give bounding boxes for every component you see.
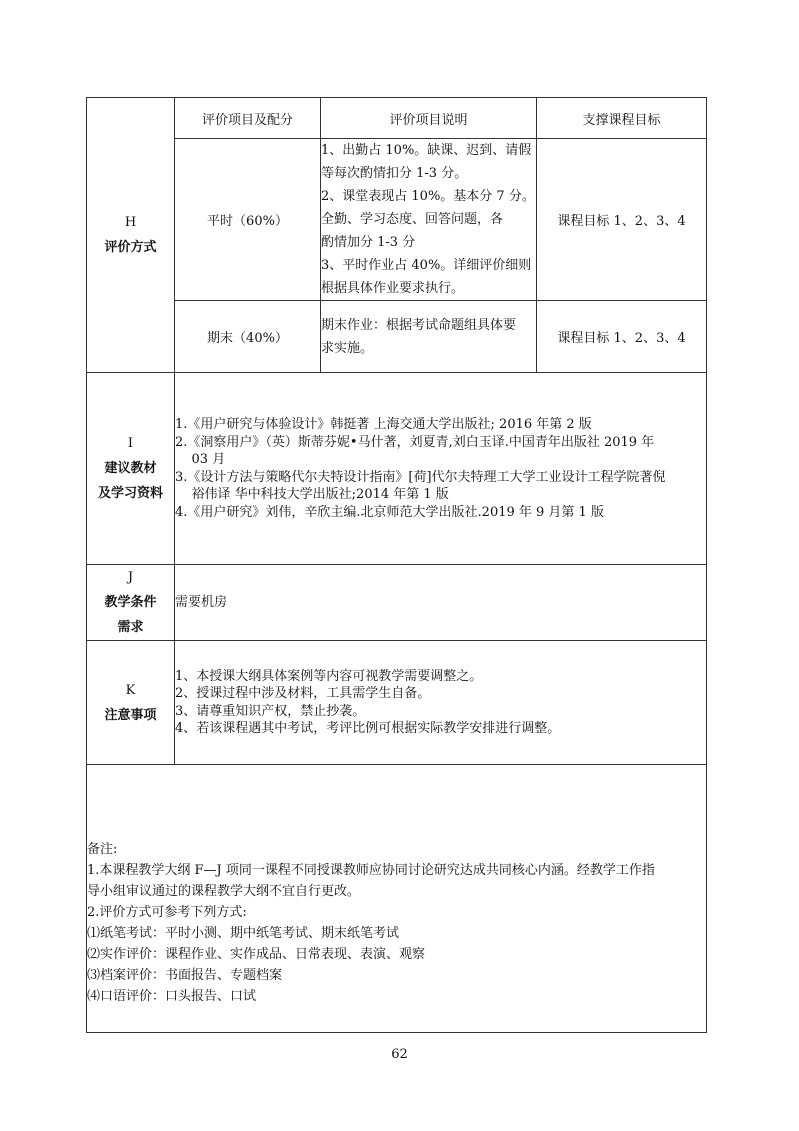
conditions-row — [87, 565, 707, 641]
evaluation-header-row — [87, 98, 707, 139]
regular-desc-line: 根据具体作业要求执行。 — [321, 281, 465, 296]
remark-line: ⑶档案评价：书面报告、专题档案 — [87, 967, 283, 983]
notice-line: 4、若该课程遇其中考试，考评比例可根据实际教学安排进行调整。 — [175, 721, 561, 736]
final-goal: 课程目标 1、2、3、4 — [537, 301, 707, 373]
notice-line: 1、本授课大纲具体案例等内容可视教学需要调整之。 — [175, 668, 483, 684]
remark-line: ⑵实作评价：课程作业、实作成品、日常表现、表演、观察 — [87, 946, 426, 962]
notices-label — [87, 641, 175, 765]
page-number: 62 — [391, 1047, 408, 1062]
regular-desc-line: 酌情加分 1-3 分 — [321, 235, 416, 250]
textbook-line: 1.《用户研究与体验设计》韩挺著 上海交通大学出版社; 2016 年第 2 版 — [175, 417, 592, 432]
header-item: 评价项目及配分 — [175, 98, 321, 139]
notices-code: K — [125, 682, 136, 698]
conditions-name-line1: 教学条件 — [104, 595, 157, 610]
textbooks-content — [175, 373, 707, 565]
textbooks-label — [87, 373, 175, 565]
notices-row — [87, 641, 707, 765]
remark-line: 导小组审议通过的课程教学大纲不宜自行更改。 — [87, 883, 361, 899]
regular-desc-line: 等每次酌情扣分 1-3 分。 — [321, 166, 468, 181]
remark-line: 备注: — [87, 841, 118, 857]
remark-line: ⑷口语评价：口头报告、口试 — [87, 988, 257, 1004]
textbook-line: 裕伟译 华中科技大学出版社;2014 年第 1 版 — [175, 487, 449, 502]
syllabus-table — [86, 97, 707, 1033]
conditions-name-line2: 需求 — [117, 620, 144, 635]
evaluation-label — [87, 98, 175, 373]
header-desc: 评价项目说明 — [321, 98, 537, 139]
regular-desc-line: 2、课堂表现占 10%。基本分 7 分。 — [321, 189, 535, 204]
textbooks-code: I — [127, 436, 134, 451]
regular-goal: 课程目标 1、2、3、4 — [537, 139, 707, 301]
textbooks-row — [87, 373, 707, 565]
textbook-line: 2.《洞察用户》（英）斯蒂芬妮•马什著，刘夏青,刘白玉译.中国青年出版社 2019 年 — [175, 434, 655, 450]
final-desc — [321, 301, 537, 373]
conditions-code: J — [127, 570, 134, 585]
evaluation-name: 评价方式 — [104, 240, 157, 255]
textbooks-name-line1: 建议教材 — [104, 461, 157, 476]
textbooks-name-line2: 及学习资料 — [97, 486, 163, 501]
regular-item: 平时（60%） — [175, 139, 321, 301]
final-desc-line: 期末作业：根据考试命题组具体要 — [321, 317, 517, 333]
regular-desc-line: 1、出勤占 10%。缺课、迟到、请假 — [321, 143, 532, 158]
remark-line: ⑴纸笔考试：平时小测、期中纸笔考试、期末纸笔考试 — [87, 925, 400, 941]
conditions-content: 需要机房 — [175, 565, 707, 641]
textbook-line: 03 月 — [175, 452, 226, 467]
final-row — [87, 301, 707, 373]
evaluation-code: H — [124, 215, 137, 230]
remark-line: 1.本课程教学大纲 F—J 项同一课程不同授课教师应协同讨论研究达成共同核心内涵。经教学工作指 — [87, 862, 655, 878]
regular-row — [87, 139, 707, 301]
remarks-row — [87, 765, 707, 1033]
regular-desc-line: 3、平时作业占 40%。详细评价细则 — [321, 258, 532, 273]
header-goal: 支撑课程目标 — [537, 98, 707, 139]
textbook-line: 4.《用户研究》刘伟，辛欣主编.北京师范大学出版社.2019 年 9 月第 1 版 — [175, 504, 604, 520]
remarks-content — [87, 765, 707, 1033]
remark-line: 2.评价方式可参考下列方式: — [87, 904, 247, 920]
conditions-label — [87, 565, 175, 641]
notices-name: 注意事项 — [104, 707, 157, 723]
final-desc-line: 求实施。 — [321, 340, 374, 356]
notices-content — [175, 641, 707, 765]
notice-line: 2、授课过程中涉及材料，工具需学生自备。 — [175, 686, 431, 701]
notice-line: 3、请尊重知识产权，禁止抄袭。 — [175, 703, 366, 719]
final-item: 期末（40%） — [175, 301, 321, 373]
regular-desc — [321, 139, 537, 301]
textbook-line: 3.《设计方法与策略代尔夫特设计指南》[荷]代尔夫特理工大学工业设计工程学院著倪 — [175, 469, 666, 485]
regular-desc-line: 全勤、学习态度、回答问题，各 — [321, 212, 504, 227]
